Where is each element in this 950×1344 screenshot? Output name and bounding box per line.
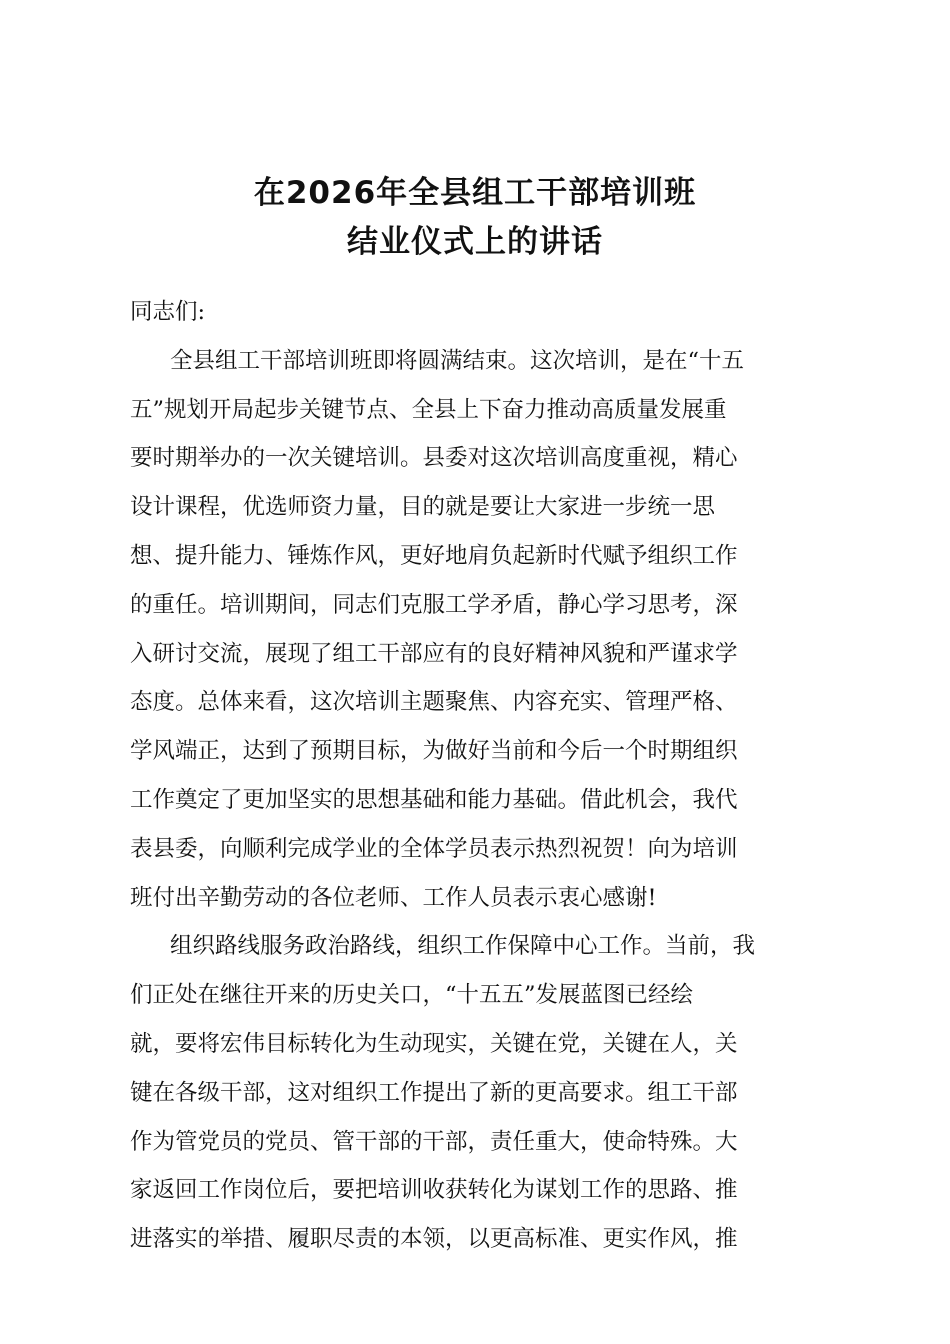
paragraph-line: 的重任。培训期间，同志们克服工学矛盾，静心学习思考，深 (130, 591, 738, 618)
paragraph-line: 班付出辛勤劳动的各位老师、工作人员表示衷心感谢! (130, 884, 657, 911)
paragraph-2 (130, 922, 830, 1264)
paragraph-line: 家返回工作岗位后，要把培训收获转化为谋划工作的思路、推 (130, 1177, 738, 1204)
paragraph-line: 全县组工干部培训班即将圆满结束。这次培训，是在“十五 (170, 347, 745, 374)
paragraph-line: 五”规划开局起步关键节点、全县上下奋力推动高质量发展重 (130, 396, 727, 423)
paragraph-line: 学风端正，达到了预期目标，为做好当前和今后一个时期组织 (130, 738, 738, 765)
paragraph-line: 入研讨交流，展现了组工干部应有的良好精神风貌和严谨求学 (130, 640, 738, 667)
paragraph-line: 想、提升能力、锤炼作风，更好地肩负起新时代赋予组织工作 (130, 542, 738, 569)
paragraph-line: 表县委，向顺利完成学业的全体学员表示热烈祝贺！向为培训 (130, 835, 738, 862)
paragraph-line: 态度。总体来看，这次培训主题聚焦、内容充实、管理严格、 (130, 689, 738, 716)
document-title-line-1: 在2026年全县组工干部培训班 (253, 175, 697, 211)
paragraph-line: 工作奠定了更加坚实的思想基础和能力基础。借此机会，我代 (130, 786, 738, 813)
document-body (130, 288, 830, 1264)
paragraph-1 (130, 337, 830, 923)
paragraph-line: 进落实的举措、履职尽责的本领，以更高标准、更实作风，推 (130, 1226, 738, 1253)
paragraph-line: 设计课程，优选师资力量，目的就是要让大家进一步统一思 (130, 494, 716, 521)
paragraph-line: 们正处在继往开来的历史关口，“十五五”发展蓝图已经绘 (130, 982, 694, 1009)
paragraph-line: 作为管党员的党员、管干部的干部，责任重大，使命特殊。大 (130, 1128, 738, 1155)
paragraph-line: 要时期举办的一次关键培训。县委对这次培训高度重视，精心 (130, 445, 738, 472)
salutation: 同志们: (130, 299, 206, 325)
paragraph-line: 键在各级干部，这对组织工作提出了新的更高要求。组工干部 (130, 1079, 738, 1106)
paragraph-line: 组织路线服务政治路线，组织工作保障中心工作。当前，我 (170, 933, 756, 960)
paragraph-line: 就，要将宏伟目标转化为生动现实，关键在党，关键在人，关 (130, 1030, 738, 1057)
document-title-line-2: 结业仪式上的讲话 (347, 224, 603, 260)
